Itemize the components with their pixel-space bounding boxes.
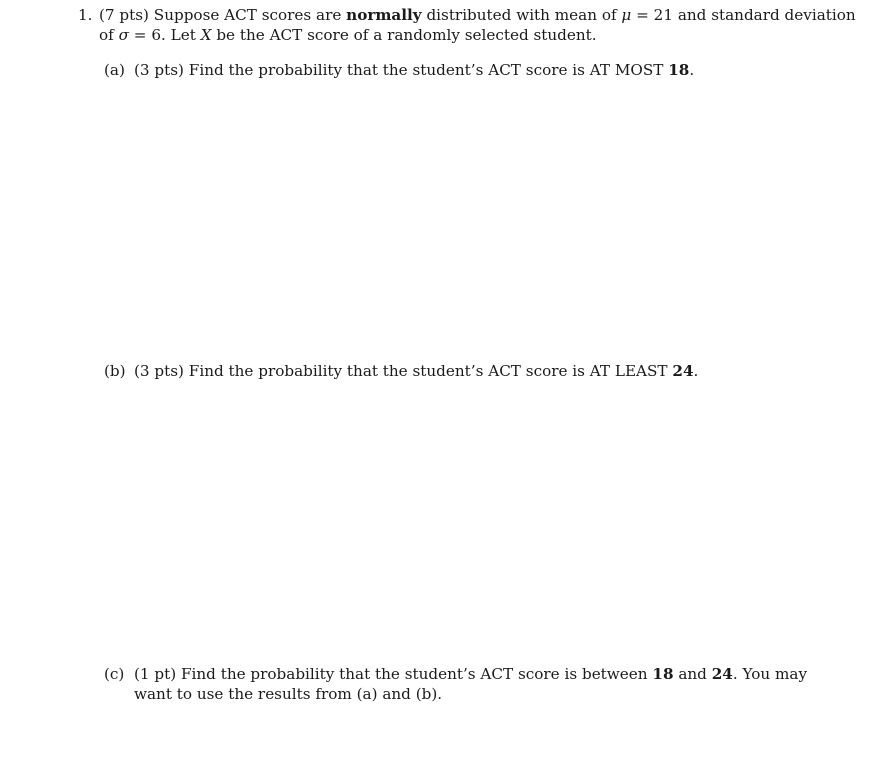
stem-line-1 bbox=[99, 5, 856, 25]
stem-text-3: and standard deviation bbox=[677, 6, 856, 24]
part-b-points: (3 pts) bbox=[134, 362, 184, 380]
problem-1 bbox=[78, 5, 856, 45]
stem-text-4: of bbox=[99, 26, 114, 44]
part-c-text-2: . You may bbox=[732, 665, 808, 683]
sigma-symbol: σ bbox=[118, 26, 129, 44]
stem-line-2 bbox=[99, 25, 818, 45]
part-c-and: and bbox=[678, 665, 707, 683]
x-symbol: X bbox=[200, 26, 212, 44]
part-a-points: (3 pts) bbox=[134, 61, 184, 79]
part-c-text-1: Find the probability that the student’s ACT score is between bbox=[181, 665, 648, 683]
part-a-value: 18 bbox=[668, 61, 690, 79]
part-c-text-3: want to use the results from (a) and (b). bbox=[134, 685, 443, 703]
part-b bbox=[104, 361, 819, 381]
problem-number: 1. bbox=[78, 6, 93, 24]
stem-text-6: be the ACT score of a randomly selected student. bbox=[216, 26, 597, 44]
stem-text-5: Let bbox=[170, 26, 196, 44]
part-a bbox=[104, 60, 819, 80]
part-b-value: 24 bbox=[672, 362, 694, 380]
part-c-value-1: 18 bbox=[652, 665, 674, 683]
part-a-text: Find the probability that the student’s ACT score is AT MOST bbox=[188, 61, 664, 79]
stem-bold-normally: normally bbox=[346, 6, 422, 24]
part-b-label: (b) bbox=[104, 362, 126, 380]
mu-symbol: μ bbox=[621, 6, 632, 24]
stem-text-2: distributed with mean of bbox=[426, 6, 617, 24]
part-a-end: . bbox=[689, 61, 695, 79]
problem-points: (7 pts) bbox=[99, 6, 149, 24]
part-a-label: (a) bbox=[104, 61, 125, 79]
part-c-label: (c) bbox=[104, 665, 125, 683]
part-b-text: Find the probability that the student’s ACT score is AT LEAST bbox=[188, 362, 668, 380]
problem-stem bbox=[99, 5, 856, 45]
sigma-value: = 6. bbox=[133, 26, 166, 44]
mu-value: = 21 bbox=[636, 6, 674, 24]
part-c-points: (1 pt) bbox=[134, 665, 177, 683]
part-c-value-2: 24 bbox=[711, 665, 733, 683]
stem-text-1: Suppose ACT scores are bbox=[153, 6, 342, 24]
part-b-end: . bbox=[693, 362, 699, 380]
part-c bbox=[104, 664, 819, 704]
